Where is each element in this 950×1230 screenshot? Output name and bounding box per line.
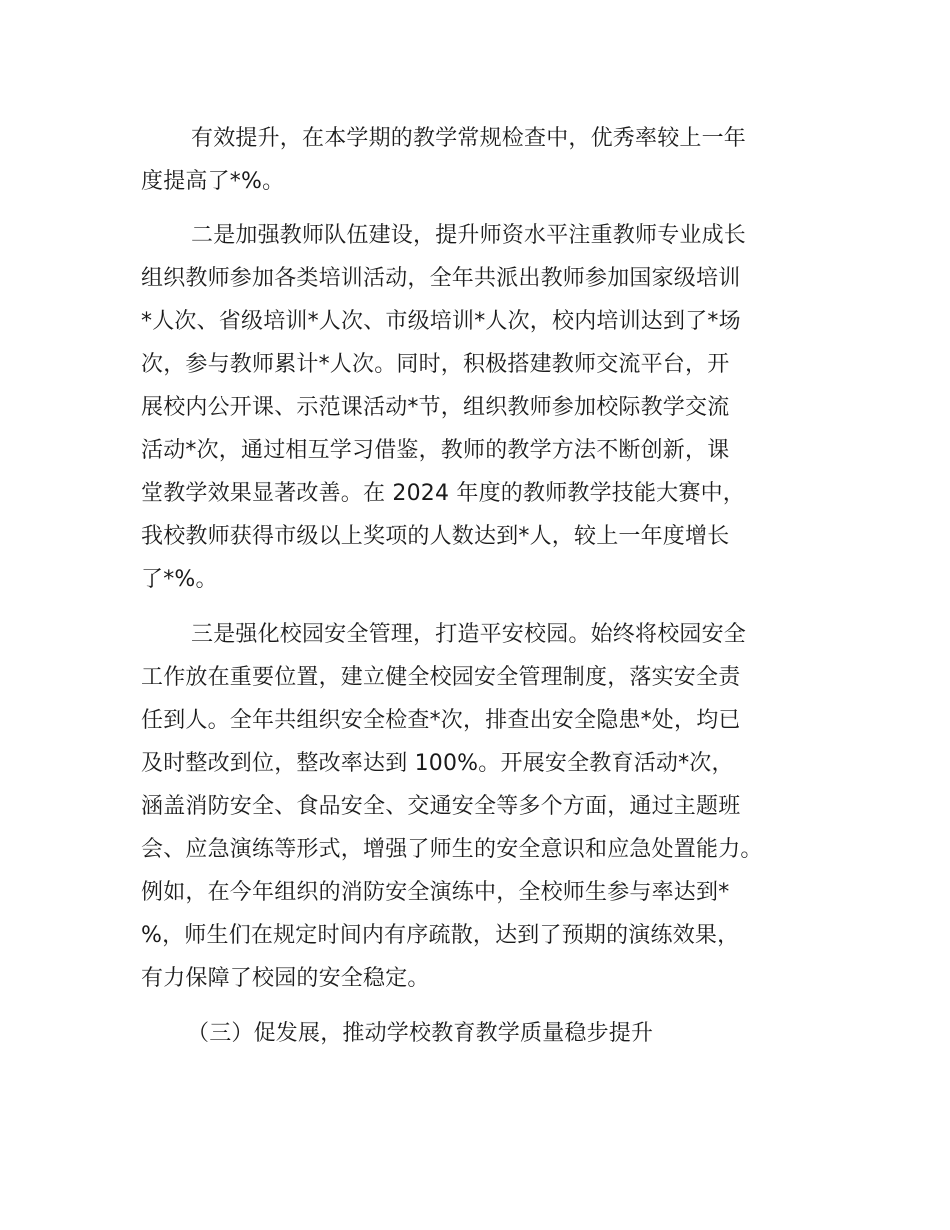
paragraph-3-line-9: 有力保障了校园的安全稳定。 — [141, 966, 430, 991]
paragraph-3-line-6: 会、应急演练等形式，增强了师生的安全意识和应急处置能力。 — [141, 837, 763, 862]
paragraph-2-line-5: 展校内公开课、示范课活动*节，组织教师参加校际教学交流 — [141, 395, 730, 420]
paragraph-2-line-9: 了*%。 — [141, 567, 218, 592]
paragraph-3-line-8: %，师生们在规定时间内有序疏散，达到了预期的演练效果， — [141, 923, 740, 948]
paragraph-3-line-3: 任到人。全年共组织安全检查*次，排查出安全隐患*处，均已 — [141, 708, 741, 733]
paragraph-1-line-2: 度提高了*%。 — [141, 169, 285, 194]
paragraph-3-line-2: 工作放在重要位置，建立健全校园安全管理制度，落实安全责 — [141, 665, 741, 690]
paragraph-1-line-1: 有效提升，在本学期的教学常规检查中，优秀率较上一年 — [191, 126, 747, 151]
paragraph-2-line-6: 活动*次，通过相互学习借鉴，教师的教学方法不断创新，课 — [141, 438, 730, 463]
paragraph-3-line-4: 及时整改到位，整改率达到 100%。开展安全教育活动*次， — [141, 751, 734, 776]
paragraph-2-line-7: 堂教学效果显著改善。在 2024 年度的教师教学技能大赛中， — [141, 481, 745, 506]
paragraph-3-line-1: 三是强化校园安全管理，打造平安校园。始终将校园安全 — [191, 622, 747, 647]
paragraph-2-line-3: *人次、省级培训*人次、市级培训*人次，校内培训达到了*场 — [141, 309, 741, 334]
paragraph-2-line-1: 二是加强教师队伍建设，提升师资水平注重教师专业成长 — [191, 223, 747, 248]
paragraph-2-line-4: 次，参与教师累计*人次。同时，积极搭建教师交流平台，开 — [141, 352, 730, 377]
paragraph-2-line-8: 我校教师获得市级以上奖项的人数达到*人，较上一年度增长 — [141, 524, 730, 549]
paragraph-3-line-7: 例如，在今年组织的消防安全演练中，全校师生参与率达到* — [141, 880, 730, 905]
paragraph-2-line-2: 组织教师参加各类培训活动，全年共派出教师参加国家级培训 — [141, 266, 741, 291]
section-heading: （三）促发展，推动学校教育教学质量稳步提升 — [187, 1021, 654, 1046]
paragraph-3-line-5: 涵盖消防安全、食品安全、交通安全等多个方面，通过主题班 — [141, 794, 741, 819]
